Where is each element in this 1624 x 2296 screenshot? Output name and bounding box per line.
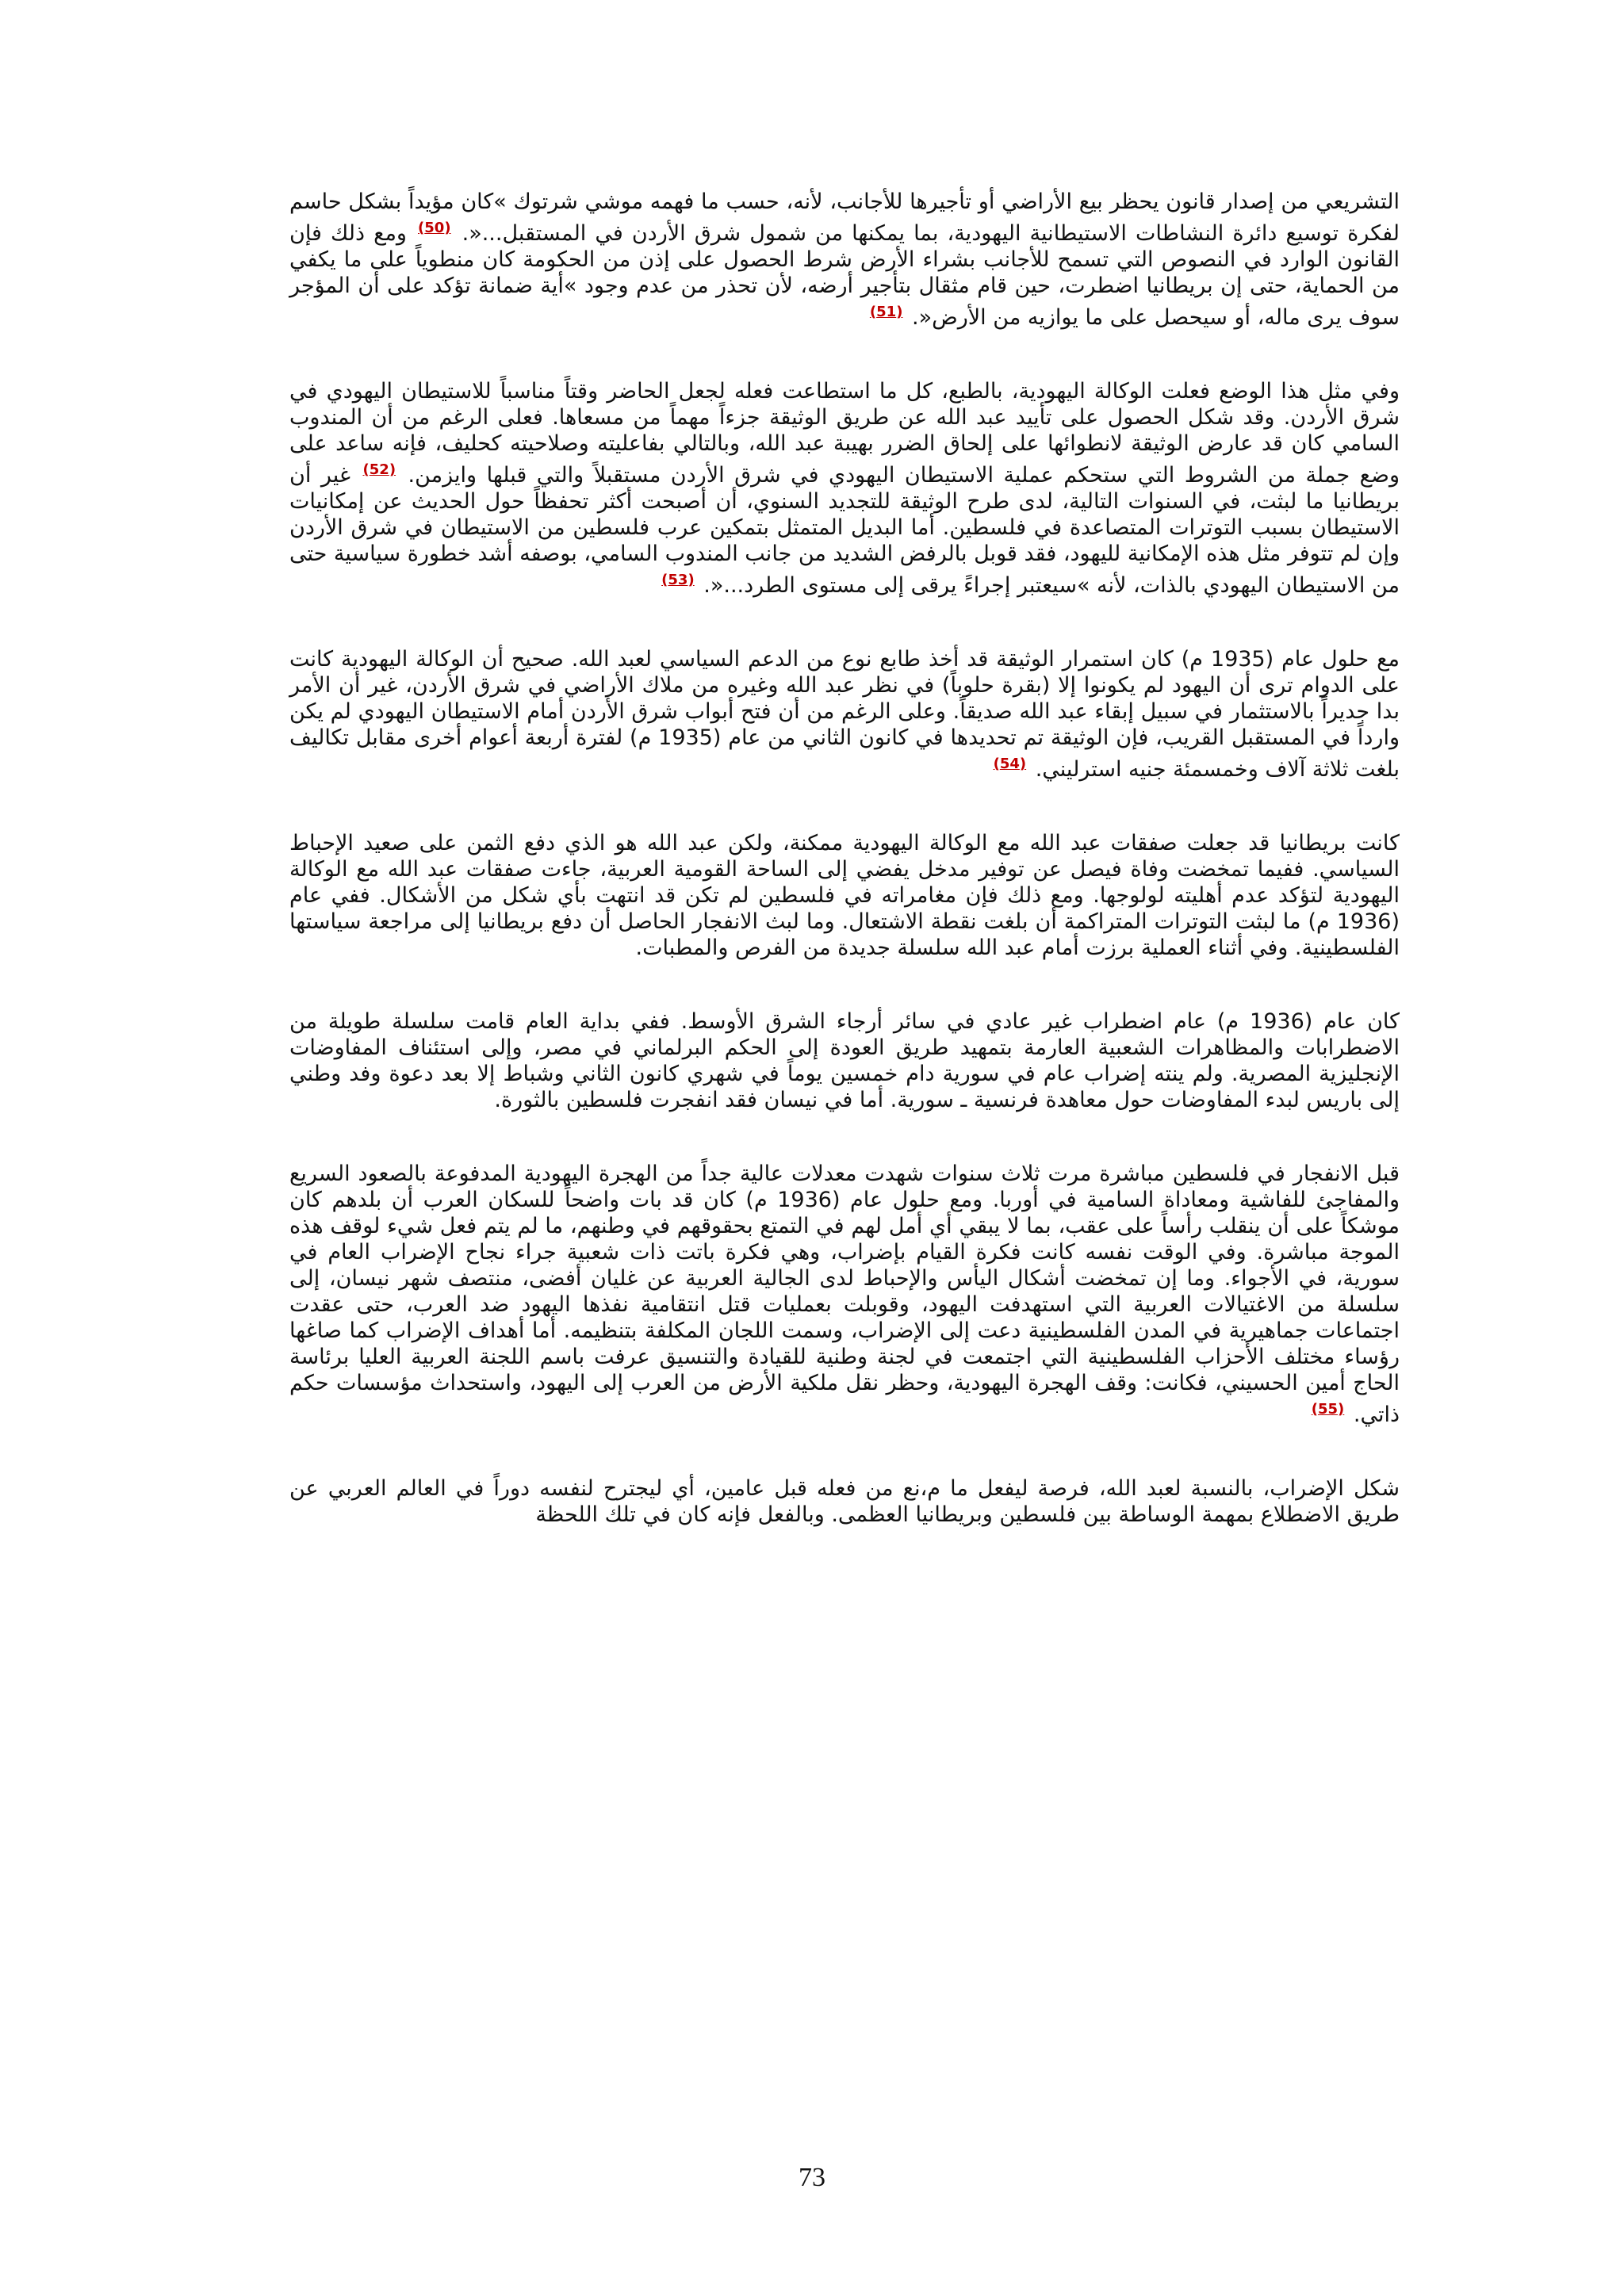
footnote-link[interactable]: (52) — [362, 461, 396, 478]
paragraph-text: التشريعي من إصدار قانون يحظر بيع الأراضي أو تأجيرها للأجانب، لأنه، حسب ما فهمه موشي شرتوك »كان مؤيداً بشكل حاسم لفكرة توسيع دائرة النشاطات الاستيطانية اليهودية، بما يمكنها من شمول شرق الأردن في المستقبل...«. — [289, 189, 1400, 246]
paragraph — [289, 378, 1400, 599]
footnote-link[interactable]: (55) — [1311, 1401, 1345, 1418]
footnote-link[interactable]: (51) — [869, 304, 903, 320]
paragraph-text: شكل الإضراب، بالنسبة لعبد الله، فرصة ليفعل ما م،نع من فعله قبل عامين، أي ليجترح لنفسه دوراً في العالم العربي عن طريق الاضطلاع بمهمة الوساطة بين فلسطين وبريطانيا العظمى. وبالفعل فإنه كان في تلك اللحظة — [289, 1476, 1400, 1527]
body-text — [289, 189, 1400, 1575]
footnote-link[interactable]: (53) — [661, 572, 695, 588]
paragraph — [289, 1008, 1400, 1113]
paragraph-text: غير أن بريطانيا ما لبثت، في السنوات التالية، لدى طرح الوثيقة للتجديد السنوي، أن أصبحت أكثر تحفظاً حول الحديث عن إمكانيات الاستيطان بسبب التوترات المتصاعدة في فلسطين. أما البديل المتمثل بتمكين عرب فلسطين من الاستيطان في شرق الأردن وإن لم تتوفر مثل هذه الإمكانية لليهود، فقد قوبل بالرفض الشديد من جانب المندوب السامي، بوصفه أشد خطورة سياسية حتى من الاستيطان اليهودي بالذات، لأنه »سيعتبر إجراءً يرقى إلى مستوى الطرد...«. — [289, 463, 1400, 598]
paragraph — [289, 189, 1400, 331]
footnote-link[interactable]: (54) — [993, 756, 1027, 772]
paragraph-text: كانت بريطانيا قد جعلت صفقات عبد الله مع الوكالة اليهودية ممكنة، ولكن عبد الله هو الذي دفع الثمن على صعيد الإحباط السياسي. ففيما تمخضت وفاة فيصل عن توفير مدخل يفضي إلى الساحة القومية العربية، جاءت صفقات عبد الله مع الوكالة اليهودية لتؤكد عدم أهليته لولوجها. ومع ذلك فإن مغامراته في فلسطين لم تكن قد انتهت بأي شكل من الأشكال. ففي عام (1936 م) ما لبثت التوترات المتراكمة أن بلغت نقطة الاشتعال. وما لبث الانفجار الحاصل أن دفع بريطانيا إلى مراجعة سياستها الفلسطينية. وفي أثناء العملية برزت أمام عبد الله سلسلة جديدة من الفرص والمطبات. — [289, 831, 1400, 960]
page-number: 73 — [799, 2163, 825, 2192]
paragraph — [289, 646, 1400, 783]
footnote-link[interactable]: (50) — [418, 220, 451, 236]
paragraph-text: ومع ذلك فإن القانون الوارد في النصوص التي تسمح للأجانب بشراء الأرض شرط الحصول على إذن من الحكومة كان منطوياً على ما يكفي من الحماية، حتى إن بريطانيا اضطرت، حين قام مثقال بتأجير أرضه، لأن تحذر من عدم وجود »أية ضمانة تؤكد على أن المؤجر سوف يرى ماله، أو سيحصل على ما يوازيه من الأرض«. — [289, 221, 1400, 330]
paragraph — [289, 1475, 1400, 1528]
paragraph-text: كان عام (1936 م) عام اضطراب غير عادي في سائر أرجاء الشرق الأوسط. ففي بداية العام قامت سلسلة طويلة من الاضطرابات والمظاهرات الشعبية العارمة بتمهيد طريق العودة إلى الحكم البرلماني في مصر، وإلى استئناف المفاوضات الإنجليزية المصرية. ولم ينته إضراب عام في سورية دام خمسين يوماً في شهري كانون الثاني وشباط إلا بعد دعوة وفد وطني إلى باريس لبدء المفاوضات حول معاهدة فرنسية ـ سورية. أما في نيسان فقد انفجرت فلسطين بالثورة. — [289, 1009, 1400, 1112]
paragraph — [289, 1161, 1400, 1428]
paragraph — [289, 830, 1400, 961]
paragraph-text: مع حلول عام (1935 م) كان استمرار الوثيقة قد أخذ طابع نوع من الدعم السياسي لعبد الله. صحيح أن الوكالة اليهودية كانت على الدوام ترى أن اليهود لم يكونوا إلا (بقرة حلوباً) في نظر عبد الله وغيره من ملاك الأراضي في شرق الأردن، غير أن الأمر بدا جديراً بالاستثمار في سبيل إبقاء عبد الله صديقاً. وعلى الرغم من أن فتح أبواب شرق الأردن أمام الاستيطان اليهودي لم يكن وارداً في المستقبل القريب، فإن الوثيقة تم تحديدها في كانون الثاني من عام (1935 م) لفترة أربعة أعوام أخرى مقابل تكاليف بلغت ثلاثة آلاف وخمسمئة جنيه استرليني. — [289, 647, 1400, 782]
paragraph-text: قبل الانفجار في فلسطين مباشرة مرت ثلاث سنوات شهدت معدلات عالية جداً من الهجرة اليهودية المدفوعة بالصعود السريع والمفاجئ للفاشية ومعاداة السامية في أوربا. ومع حلول عام (1936 م) كان قد بات واضحاً للسكان العرب أن بلدهم كان موشكاً على أن ينقلب رأساً على عقب، بما لا يبقي أي أمل لهم في التمتع بحقوقهم في وطنهم، ما لم يتم فعل شيء لوقف هذه الموجة مباشرة. وفي الوقت نفسه كانت فكرة القيام بإضراب، وهي فكرة باتت ذات شعبية جراء نجاح الإضراب العام في سورية، في الأجواء. وما إن تمخضت أشكال اليأس والإحباط لدى الجالية العربية عن غليان أفضى، منتصف شهر نيسان، إلى سلسلة من الاغتيالات العربية التي استهدفت اليهود، وقوبلت بعمليات قتل انتقامية نفذها اليهود ضد العرب، حتى عقدت اجتماعات جماهيرية في المدن الفلسطينية دعت إلى الإضراب، وسمت اللجان المكلفة بتنظيمه. أما أهداف الإضراب كما صاغها رؤساء مختلف الأحزاب الفلسطينية التي اجتمعت في لجنة وطنية للقيادة والتنسيق عرفت باسم اللجنة العربية العليا برئاسة الحاج أمين الحسيني، فكانت: وقف الهجرة اليهودية، وحظر نقل ملكية الأرض من العرب إلى اليهود، واستحداث مؤسسات حكم ذاتي. — [289, 1161, 1400, 1427]
paragraph-text: وفي مثل هذا الوضع فعلت الوكالة اليهودية، بالطبع، كل ما استطاعت فعله لجعل الحاضر وقتاً مناسباً للاستيطان اليهودي في شرق الأردن. وقد شكل الحصول على تأييد عبد الله عن طريق الوثيقة جزءاً مهماً من مسعاها. فعلى الرغم من أن المندوب السامي كان قد عارض الوثيقة لانطوائها على إلحاق الضرر بهيبة عبد الله، وبالتالي بفاعليته وصلاحيته كحليف، فإنه ساعد على وضع جملة من الشروط التي ستحكم عملية الاستيطان اليهودي في شرق الأردن مستقبلاً والتي قبلها وايزمن. — [289, 379, 1400, 488]
